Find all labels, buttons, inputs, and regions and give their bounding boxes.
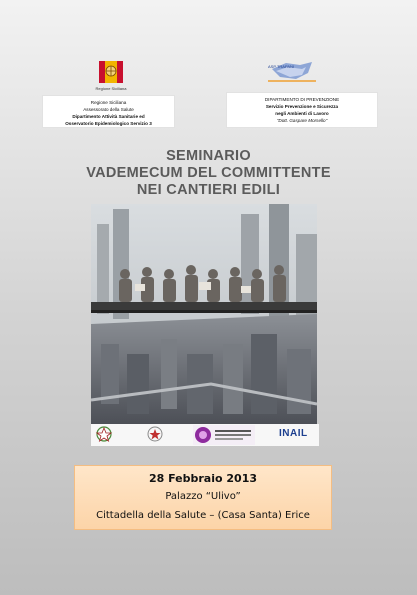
title-line3: NEI CANTIERI EDILI xyxy=(136,182,281,198)
left-box-line3: Dipartimento Attività Sanitarie ed xyxy=(72,114,145,119)
right-box-line4: "Dott. Gaspare Morsello" xyxy=(276,118,328,123)
title-line2: VADEMECUM DEL COMMITTENTE xyxy=(86,165,331,181)
asp-logo-text: ASP TRAPANI xyxy=(268,64,295,69)
left-box-line1: Regione Siciliana xyxy=(90,100,127,105)
committee-logo xyxy=(193,425,255,445)
right-box-line1: DIPARTIMENTO DI PREVENZIONE xyxy=(264,97,340,102)
asp-trapani-logo xyxy=(266,57,318,85)
left-box-line2: Assessorato della Salute xyxy=(83,107,134,112)
right-institution-box xyxy=(226,92,378,128)
title-line1: SEMINARIO xyxy=(166,148,251,164)
inail-logo: INAIL xyxy=(279,428,308,439)
right-box-line3: negli Ambienti di Lavoro xyxy=(275,111,329,116)
sponsor-logos-row xyxy=(91,424,319,446)
left-box-line4: Osservatorio Epidemiologico Servizio 3 xyxy=(65,121,152,126)
event-address: Cittadella della Salute – (Casa Santa) Erice xyxy=(96,510,310,521)
regione-siciliana-logo xyxy=(93,57,129,87)
event-date: 28 Febbraio 2013 xyxy=(148,472,258,485)
right-box-line2: Servizio Prevenzione e Sicurezza xyxy=(265,104,339,109)
ministry-emblem-icon xyxy=(145,425,165,445)
event-info-box xyxy=(74,465,332,530)
workers-on-beam-photo xyxy=(91,204,317,424)
regione-siciliana-caption: Regione Siciliana xyxy=(95,86,127,91)
italian-republic-emblem-icon xyxy=(94,425,114,445)
left-institution-box xyxy=(42,95,175,128)
event-venue: Palazzo “Ulivo” xyxy=(165,491,241,502)
